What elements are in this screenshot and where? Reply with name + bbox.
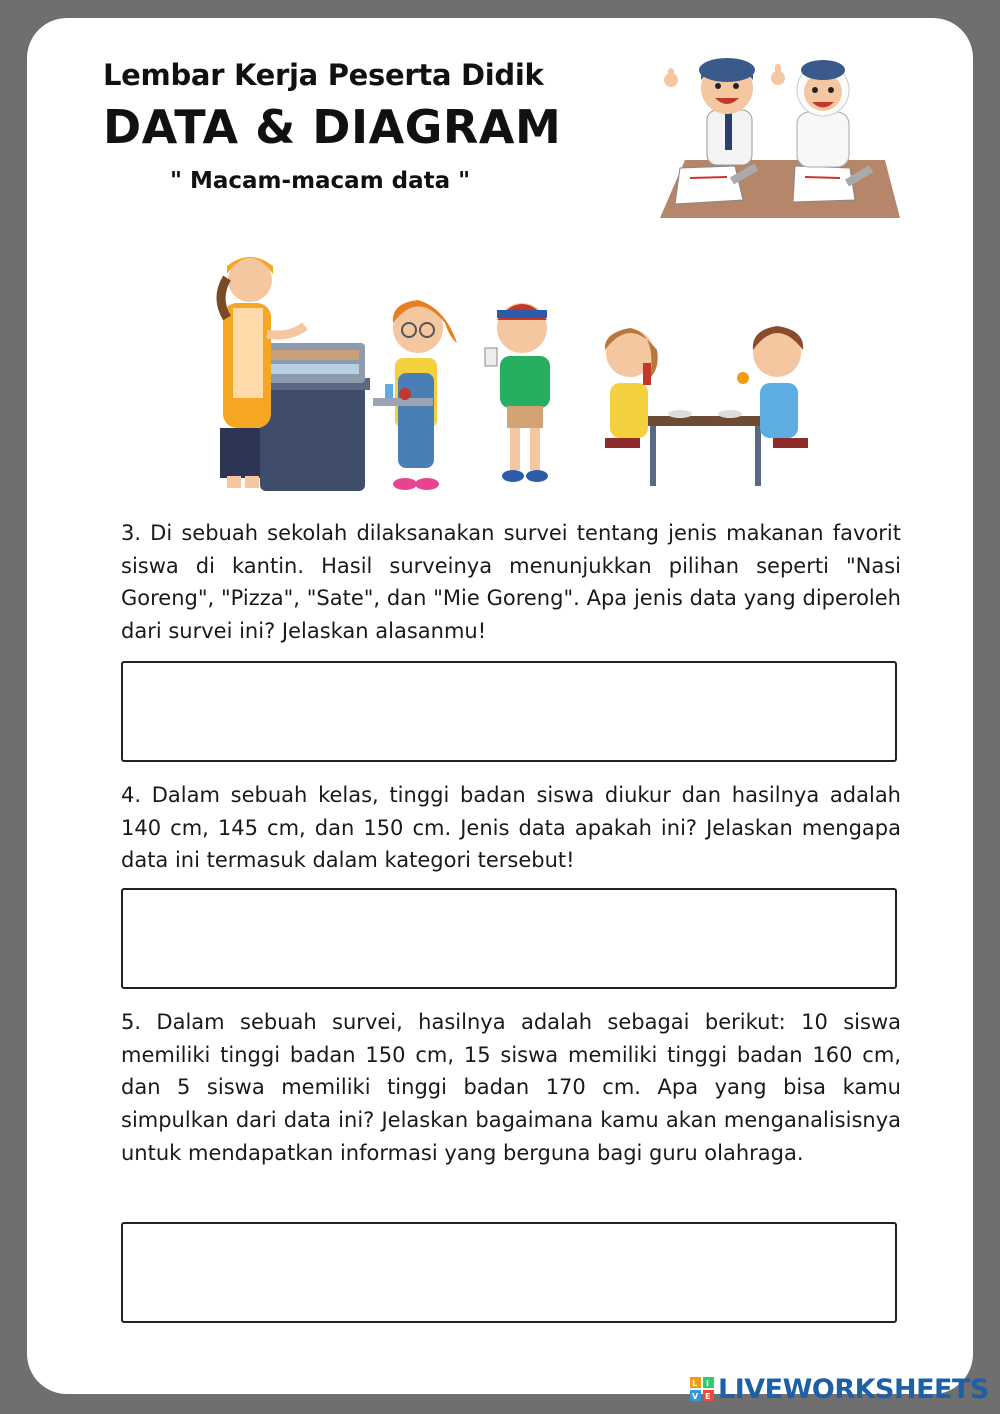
answer-box-3[interactable] bbox=[121, 661, 897, 762]
answer-box-4[interactable] bbox=[121, 888, 897, 989]
liveworksheets-brand[interactable] bbox=[690, 1373, 989, 1405]
svg-text:I: I bbox=[706, 1379, 709, 1388]
worksheet-tagline: " Macam-macam data " bbox=[170, 168, 471, 194]
worksheet-subtitle: Lembar Kerja Peserta Didik bbox=[103, 58, 544, 92]
svg-text:E: E bbox=[705, 1392, 711, 1401]
answer-box-5[interactable] bbox=[121, 1222, 897, 1323]
question-3-text: 3. Di sebuah sekolah dilaksanakan survei tentang jenis makanan favorit siswa di kantin. Hasil surveinya menunjukkan pilihan seperti "Nasi Goreng", "Pizza", "Sate", dan "Mie Goreng". Apa jenis data yang diperoleh dari survei ini? Jelaskan alasanmu! bbox=[121, 521, 901, 644]
worksheet-title: DATA & DIAGRAM bbox=[103, 100, 562, 154]
school-canteen-illustration bbox=[205, 238, 815, 498]
liveworksheets-logo-icon bbox=[690, 1377, 714, 1401]
question-5-text: 5. Dalam sebuah survei, hasilnya adalah sebagai berikut: 10 siswa memiliki tinggi badan 150 cm, 15 siswa memiliki tinggi badan 160 cm, dan 5 siswa memiliki tinggi badan 170 cm. Apa yang bisa kamu simpulkan dari data ini? Jelaskan bagaimana kamu akan menganalisisnya untuk mendapatkan informasi yang berguna bagi guru olahraga. bbox=[121, 1010, 901, 1165]
question-4-text: 4. Dalam sebuah kelas, tinggi badan siswa diukur dan hasilnya adalah 140 cm, 145 cm, dan 150 cm. Jenis data apakah ini? Jelaskan mengapa data ini termasuk dalam kategori tersebut! bbox=[121, 783, 901, 873]
students-studying-illustration bbox=[655, 50, 905, 222]
svg-text:L: L bbox=[692, 1379, 698, 1388]
svg-text:V: V bbox=[692, 1392, 699, 1401]
liveworksheets-wordmark: LIVEWORKSHEETS bbox=[718, 1373, 989, 1405]
